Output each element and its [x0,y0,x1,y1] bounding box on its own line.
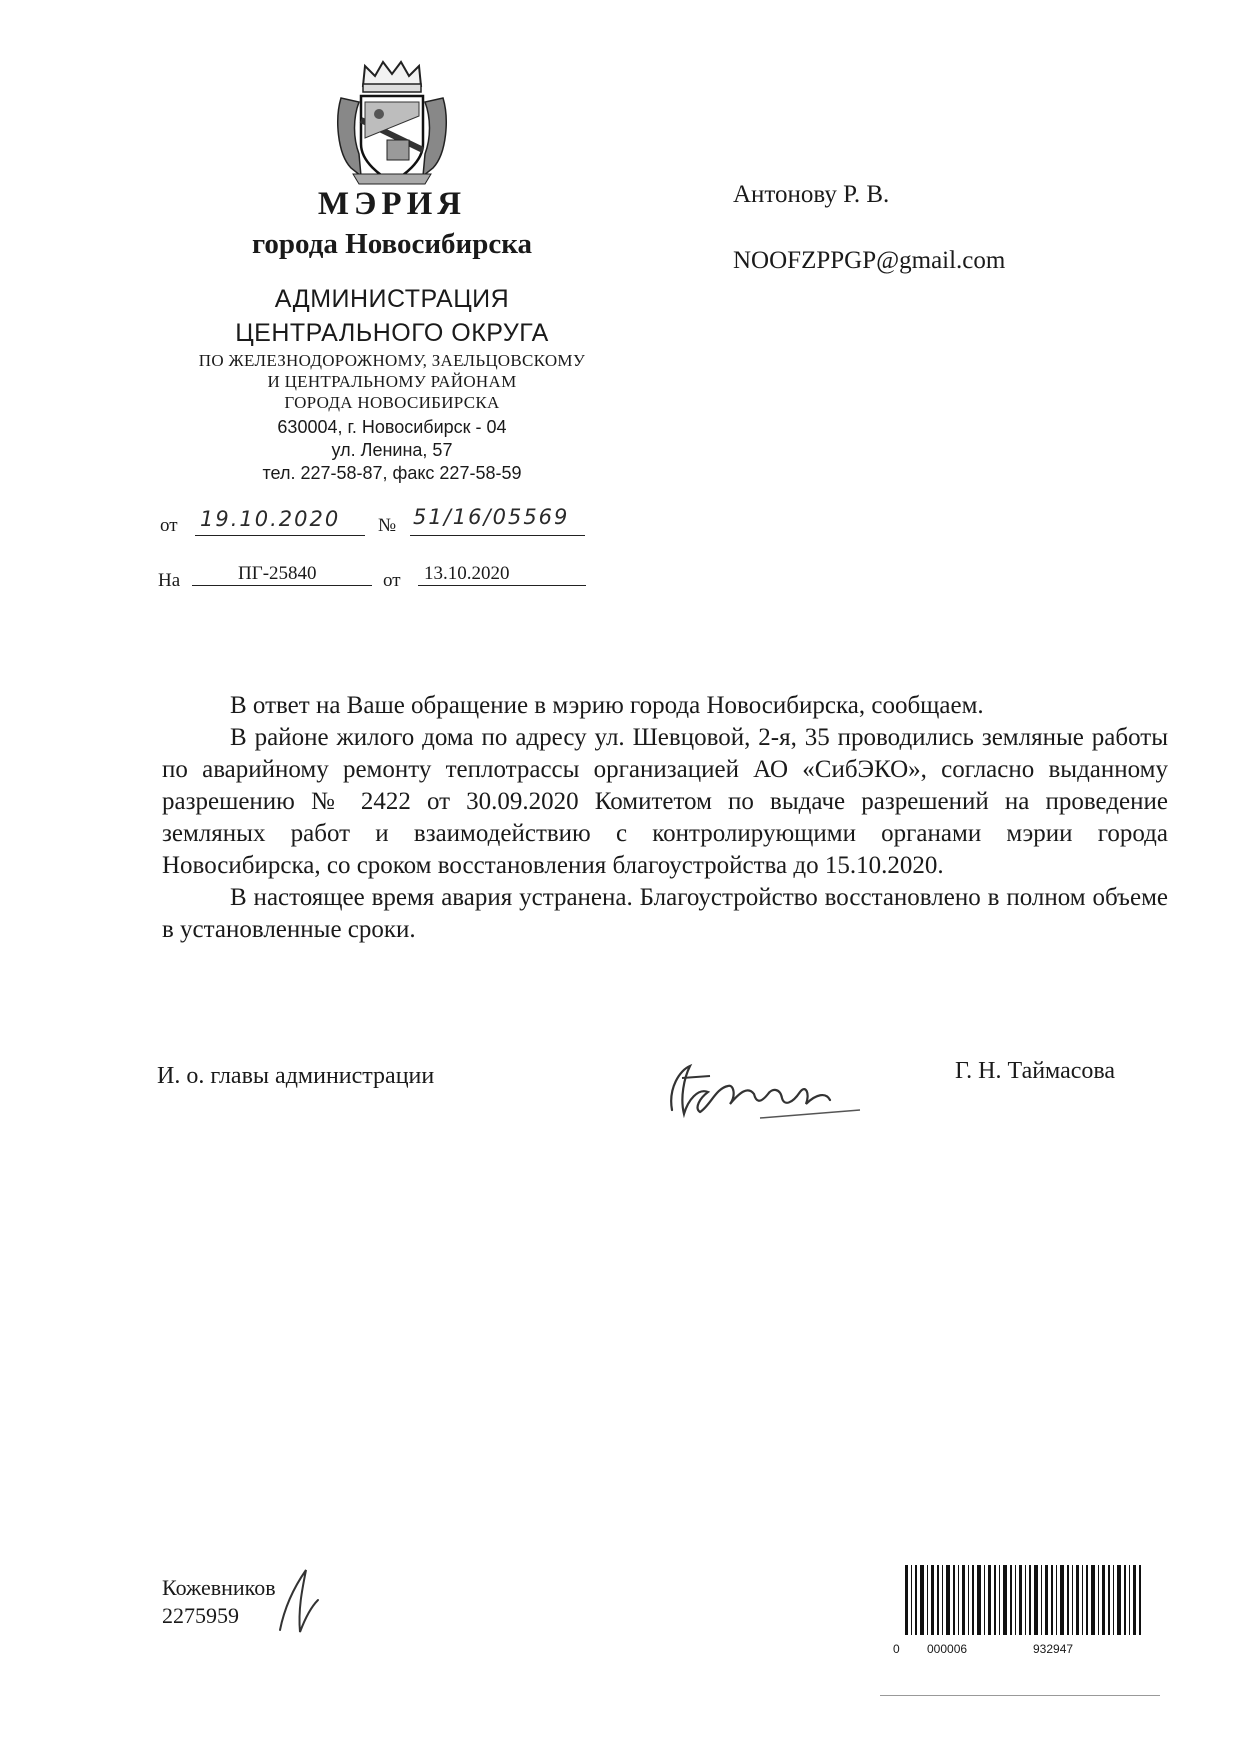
letterhead-title: МЭРИЯ [317,186,467,222]
body-paragraph: В настоящее время авария устранена. Благоустройство восстановлено в полном объеме в установленные сроки. [162,884,1168,943]
novosibirsk-coat-of-arms-icon [333,58,451,188]
outgoing-date-label: от [160,515,178,536]
executor-name: Кожевников [162,1575,276,1600]
signatory-name: Г. Н. Таймасова [955,1058,1116,1084]
footer-divider [880,1695,1160,1696]
address-line: ул. Ленина, 57 [331,440,453,460]
administration-name-line: ЦЕНТРАЛЬНОГО ОКРУГА [235,319,549,347]
reference-label: На [158,570,181,591]
handwritten-signature-icon [650,1048,870,1128]
body-paragraph: В районе жилого дома по адресу ул. Шевцовой, 2-я, 35 проводились земляные работы по аварийному ремонту теплотрассы организацией АО «СибЭКО», согласно выданному разрешению № 2422 от 30.09.2020 Комитетом по выдаче разрешений на проведение земляных работ и взаимодействию с контролирующими органами мэрии города Новосибирска, со сроком восстановления благоустройства до 15.10.2020. [162,724,1168,879]
addressee-name: Антонову Р. В. [733,181,890,208]
barcode-icon [905,1565,1145,1645]
number-underline [410,535,585,536]
outgoing-number-label: № [378,515,397,536]
reference-date: 13.10.2020 [424,563,510,584]
reference-date-label: от [383,570,401,591]
barcode-digits-part: 932947 [1033,1642,1074,1656]
body-paragraph: В ответ на Ваше обращение в мэрию города Новосибирска, сообщаем. [230,692,984,719]
barcode-digits-part: 000006 [927,1642,968,1656]
outgoing-date-value: 19.10.2020 [200,507,341,531]
administration-name-line: АДМИНИСТРАЦИЯ [274,285,510,313]
administration-address [150,416,634,485]
reference-date-underline [418,585,586,586]
outgoing-number-value: 51/16/05569 [413,505,570,529]
administration-districts [150,350,634,413]
address-line: тел. 227-58-87, факс 227-58-59 [262,463,522,483]
address-line: 630004, г. Новосибирск - 04 [277,417,507,437]
districts-line: И ЦЕНТРАЛЬНОМУ РАЙОНАМ [267,372,517,391]
addressee-email: NOOFZPPGP@gmail.com [733,247,1006,274]
letterhead-city: города Новосибирска [251,228,533,260]
date-underline [195,535,365,536]
barcode-digits-part: 0 [893,1642,900,1656]
administration-name [150,282,634,350]
districts-line: ПО ЖЕЛЕЗНОДОРОЖНОМУ, ЗАЕЛЬЦОВСКОМУ [198,351,586,370]
signatory-position: И. о. главы администрации [157,1063,435,1089]
reference-underline [192,585,372,586]
executor-initial-mark-icon [262,1560,322,1640]
letter-body [162,690,1168,946]
reference-number: ПГ-25840 [238,563,317,584]
districts-line: ГОРОДА НОВОСИБИРСКА [284,393,500,412]
executor-phone: 2275959 [162,1603,239,1628]
